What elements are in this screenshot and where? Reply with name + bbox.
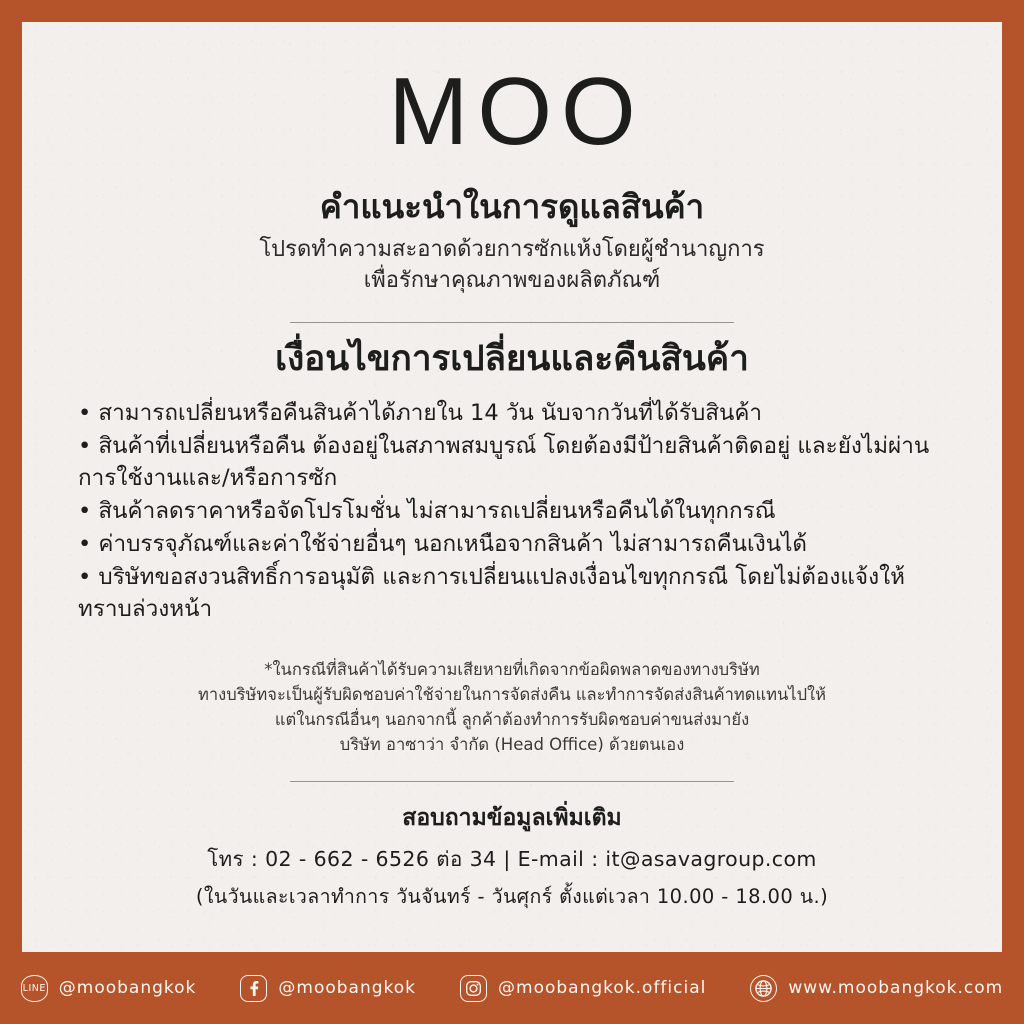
list-item: • สินค้าลดราคาหรือจัดโปรโมชั่น ไม่สามารถเปลี่ยนหรือคืนได้ในทุกกรณี	[78, 498, 776, 525]
care-headline: คำแนะนำในการดูแลสินค้า	[319, 187, 705, 226]
line-icon: LINE	[21, 975, 48, 1002]
care-instruction-line-1: โปรดทำความสะอาดด้วยการซักแห้งโดยผู้ชำนาญการ	[259, 237, 765, 263]
divider-bottom	[290, 781, 734, 782]
contact-phone-email: โทร : 02 - 662 - 6526 ต่อ 34 | E-mail : it@asavagroup.com	[207, 847, 817, 872]
damage-note-line-3: แต่ในกรณีอื่นๆ นอกจากนี้ ลูกค้าต้องทำการรับผิดชอบค่าขนส่งมายัง	[274, 710, 750, 730]
facebook-icon	[240, 975, 267, 1002]
care-instruction-line-2: เพื่อรักษาคุณภาพของผลิตภัณฑ์	[363, 267, 661, 293]
contact-hours: (ในวันและเวลาทำการ วันจันทร์ - วันศุกร์ ตั้งแต่เวลา 10.00 - 18.00 น.)	[195, 885, 829, 909]
footer-item-website[interactable]	[728, 975, 1024, 1002]
damage-note-line-1: *ในกรณีที่สินค้าได้รับความเสียหายที่เกิดจากข้อผิดพลาดของทางบริษัท	[264, 660, 760, 680]
footer-item-instagram[interactable]	[438, 975, 728, 1002]
damage-note	[112, 657, 912, 757]
damage-note-line-2: ทางบริษัทจะเป็นผู้รับผิดชอบค่าใช้จ่ายในการจัดส่งคืน และทำการจัดส่งสินค้าทดแทนไปให้	[198, 685, 826, 705]
globe-icon	[750, 975, 777, 1002]
footer-label-line: @moobangkok	[58, 978, 197, 998]
poster-card	[22, 22, 1002, 952]
list-item: • บริษัทขอสงวนสิทธิ์การอนุมัติ และการเปลี่ยนแปลงเงื่อนไขทุกกรณี โดยไม่ต้องแจ้งให้ทราบล่วงหน้า	[78, 564, 905, 623]
list-item: • สินค้าที่เปลี่ยนหรือคืน ต้องอยู่ในสภาพสมบูรณ์ โดยต้องมีป้ายสินค้าติดอยู่ และยังไม่ผ่านการใช้งานและ/หรือการซัก	[78, 433, 930, 492]
footer-label-website: www.moobangkok.com	[788, 978, 1004, 998]
list-item: • ค่าบรรจุภัณฑ์และค่าใช้จ่ายอื่นๆ นอกเหนือจากสินค้า ไม่สามารถคืนเงินได้	[78, 531, 808, 558]
list-item: • สามารถเปลี่ยนหรือคืนสินค้าได้ภายใน 14 วัน นับจากวันที่ได้รับสินค้า	[78, 400, 763, 427]
social-footer	[0, 952, 1024, 1024]
policy-title: เงื่อนไขการเปลี่ยนและคืนสินค้า	[275, 338, 749, 379]
footer-label-instagram: @moobangkok.official	[498, 978, 707, 998]
damage-note-line-4: บริษัท อาซาว่า จำกัด (Head Office) ด้วยตนเอง	[339, 735, 685, 755]
contact-title: สอบถามข้อมูลเพิ่มเติม	[402, 805, 622, 832]
care-instruction	[259, 235, 764, 296]
divider-top	[290, 322, 734, 323]
policy-bullet-list	[72, 398, 952, 627]
instagram-icon	[460, 975, 487, 1002]
footer-label-facebook: @moobangkok	[278, 978, 417, 998]
brand-logo: MOO	[388, 58, 645, 165]
footer-item-facebook[interactable]	[218, 975, 438, 1002]
footer-item-line[interactable]	[0, 975, 218, 1002]
